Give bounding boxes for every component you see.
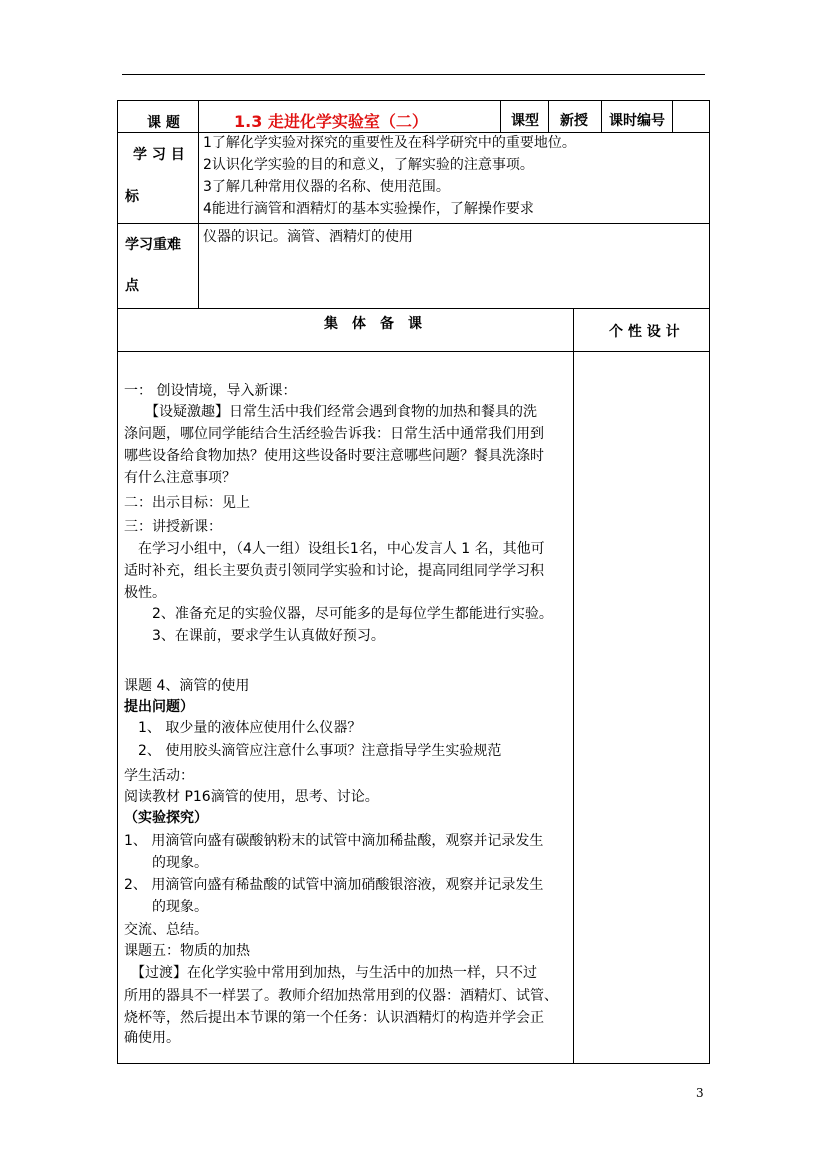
- key-points-text: 仪器的识记。滴管、酒精灯的使用: [203, 229, 413, 245]
- collective-header: 集 体 备 课: [324, 316, 422, 332]
- lesson-number-label: 课时编号: [609, 113, 665, 129]
- body-line: 三：讲授新课：: [124, 519, 222, 535]
- header-rule: [122, 74, 705, 75]
- body-line: 3、在课前，要求学生认真做好预习。: [124, 628, 385, 644]
- body-line: 烧杯等，然后提出本节课的第一个任务：认识酒精灯的构造并学会正: [124, 1010, 544, 1026]
- body-line: 适时补充，组长主要负责引领同学实验和讨论，提高同组同学学习积: [124, 563, 544, 579]
- body-line: 交流、总结。: [124, 922, 208, 938]
- body-line: 2、 使用胶头滴管应注意什么事项？注意指导学生实验规范: [124, 743, 502, 759]
- personal-design-header: 个 性 设 计: [609, 324, 680, 340]
- body-line: （实验探究）: [124, 810, 208, 826]
- body-line: 【过渡】在化学实验中常用到加热，与生活中的加热一样，只不过: [124, 965, 537, 981]
- body-line: 哪些设备给食物加热？使用这些设备时要注意哪些问题？餐具洗涤时: [124, 448, 544, 464]
- objective-item: 1了解化学实验对探究的重要性及在科学研究中的重要地位。: [203, 135, 576, 151]
- body-line: 极性。: [124, 585, 166, 601]
- body-line: 确使用。: [124, 1030, 180, 1046]
- objective-item: 4能进行滴管和酒精灯的基本实验操作，了解操作要求: [203, 201, 534, 217]
- key-points-label-line2: 点: [125, 278, 139, 294]
- body-line: 【设疑激趣】日常生活中我们经常会遇到食物的加热和餐具的洗: [124, 404, 537, 420]
- body-line: 有什么注意事项？: [124, 470, 236, 486]
- page-number: 3: [696, 1086, 704, 1100]
- body-line: 的现象。: [124, 855, 208, 871]
- key-points-label-line1: 学习重难: [125, 237, 181, 253]
- objective-item: 2认识化学实验的目的和意义，了解实验的注意事项。: [203, 157, 534, 173]
- body-line: 一： 创设情境，导入新课：: [124, 383, 297, 399]
- body-line: 1、 取少量的液体应使用什么仪器？: [124, 720, 362, 736]
- body-line: 1、 用滴管向盛有碳酸钠粉末的试管中滴加稀盐酸，观察并记录发生: [124, 833, 544, 849]
- body-line: 二：出示目标：见上: [124, 495, 250, 511]
- body-line: 涤问题，哪位同学能结合生活经验告诉我：日常生活中通常我们用到: [124, 426, 544, 442]
- objectives-label-line1: 学 习 目: [133, 147, 185, 163]
- body-line: 阅读教材 P16滴管的使用，思考、讨论。: [124, 789, 379, 805]
- body-line: 所用的器具不一样罢了。教师介绍加热常用到的仪器：酒精灯、试管、: [124, 988, 558, 1004]
- body-line: 在学习小组中，（4人一组）设组长1名，中心发言人 1 名，其他可: [124, 541, 545, 557]
- body-line: 的现象。: [124, 899, 208, 915]
- body-line: 2、 用滴管向盛有稀盐酸的试管中滴加硝酸银溶液，观察并记录发生: [124, 877, 544, 893]
- objective-item: 3了解几种常用仪器的名称、使用范围。: [203, 179, 450, 195]
- subject-label: 课 题: [147, 115, 180, 131]
- body-line: 课题五：物质的加热: [124, 943, 250, 959]
- body-line: 2、准备充足的实验仪器，尽可能多的是每位学生都能进行实验。: [124, 606, 553, 622]
- body-line: 学生活动：: [124, 768, 194, 784]
- type-value: 新授: [560, 113, 588, 129]
- objectives-label-line2: 标: [125, 189, 139, 205]
- type-label: 课型: [511, 113, 539, 129]
- lesson-title: 1.3 走进化学实验室（二）: [234, 112, 428, 131]
- body-line: 课题 4、滴管的使用: [124, 678, 250, 694]
- body-line: 提出问题）: [124, 699, 194, 715]
